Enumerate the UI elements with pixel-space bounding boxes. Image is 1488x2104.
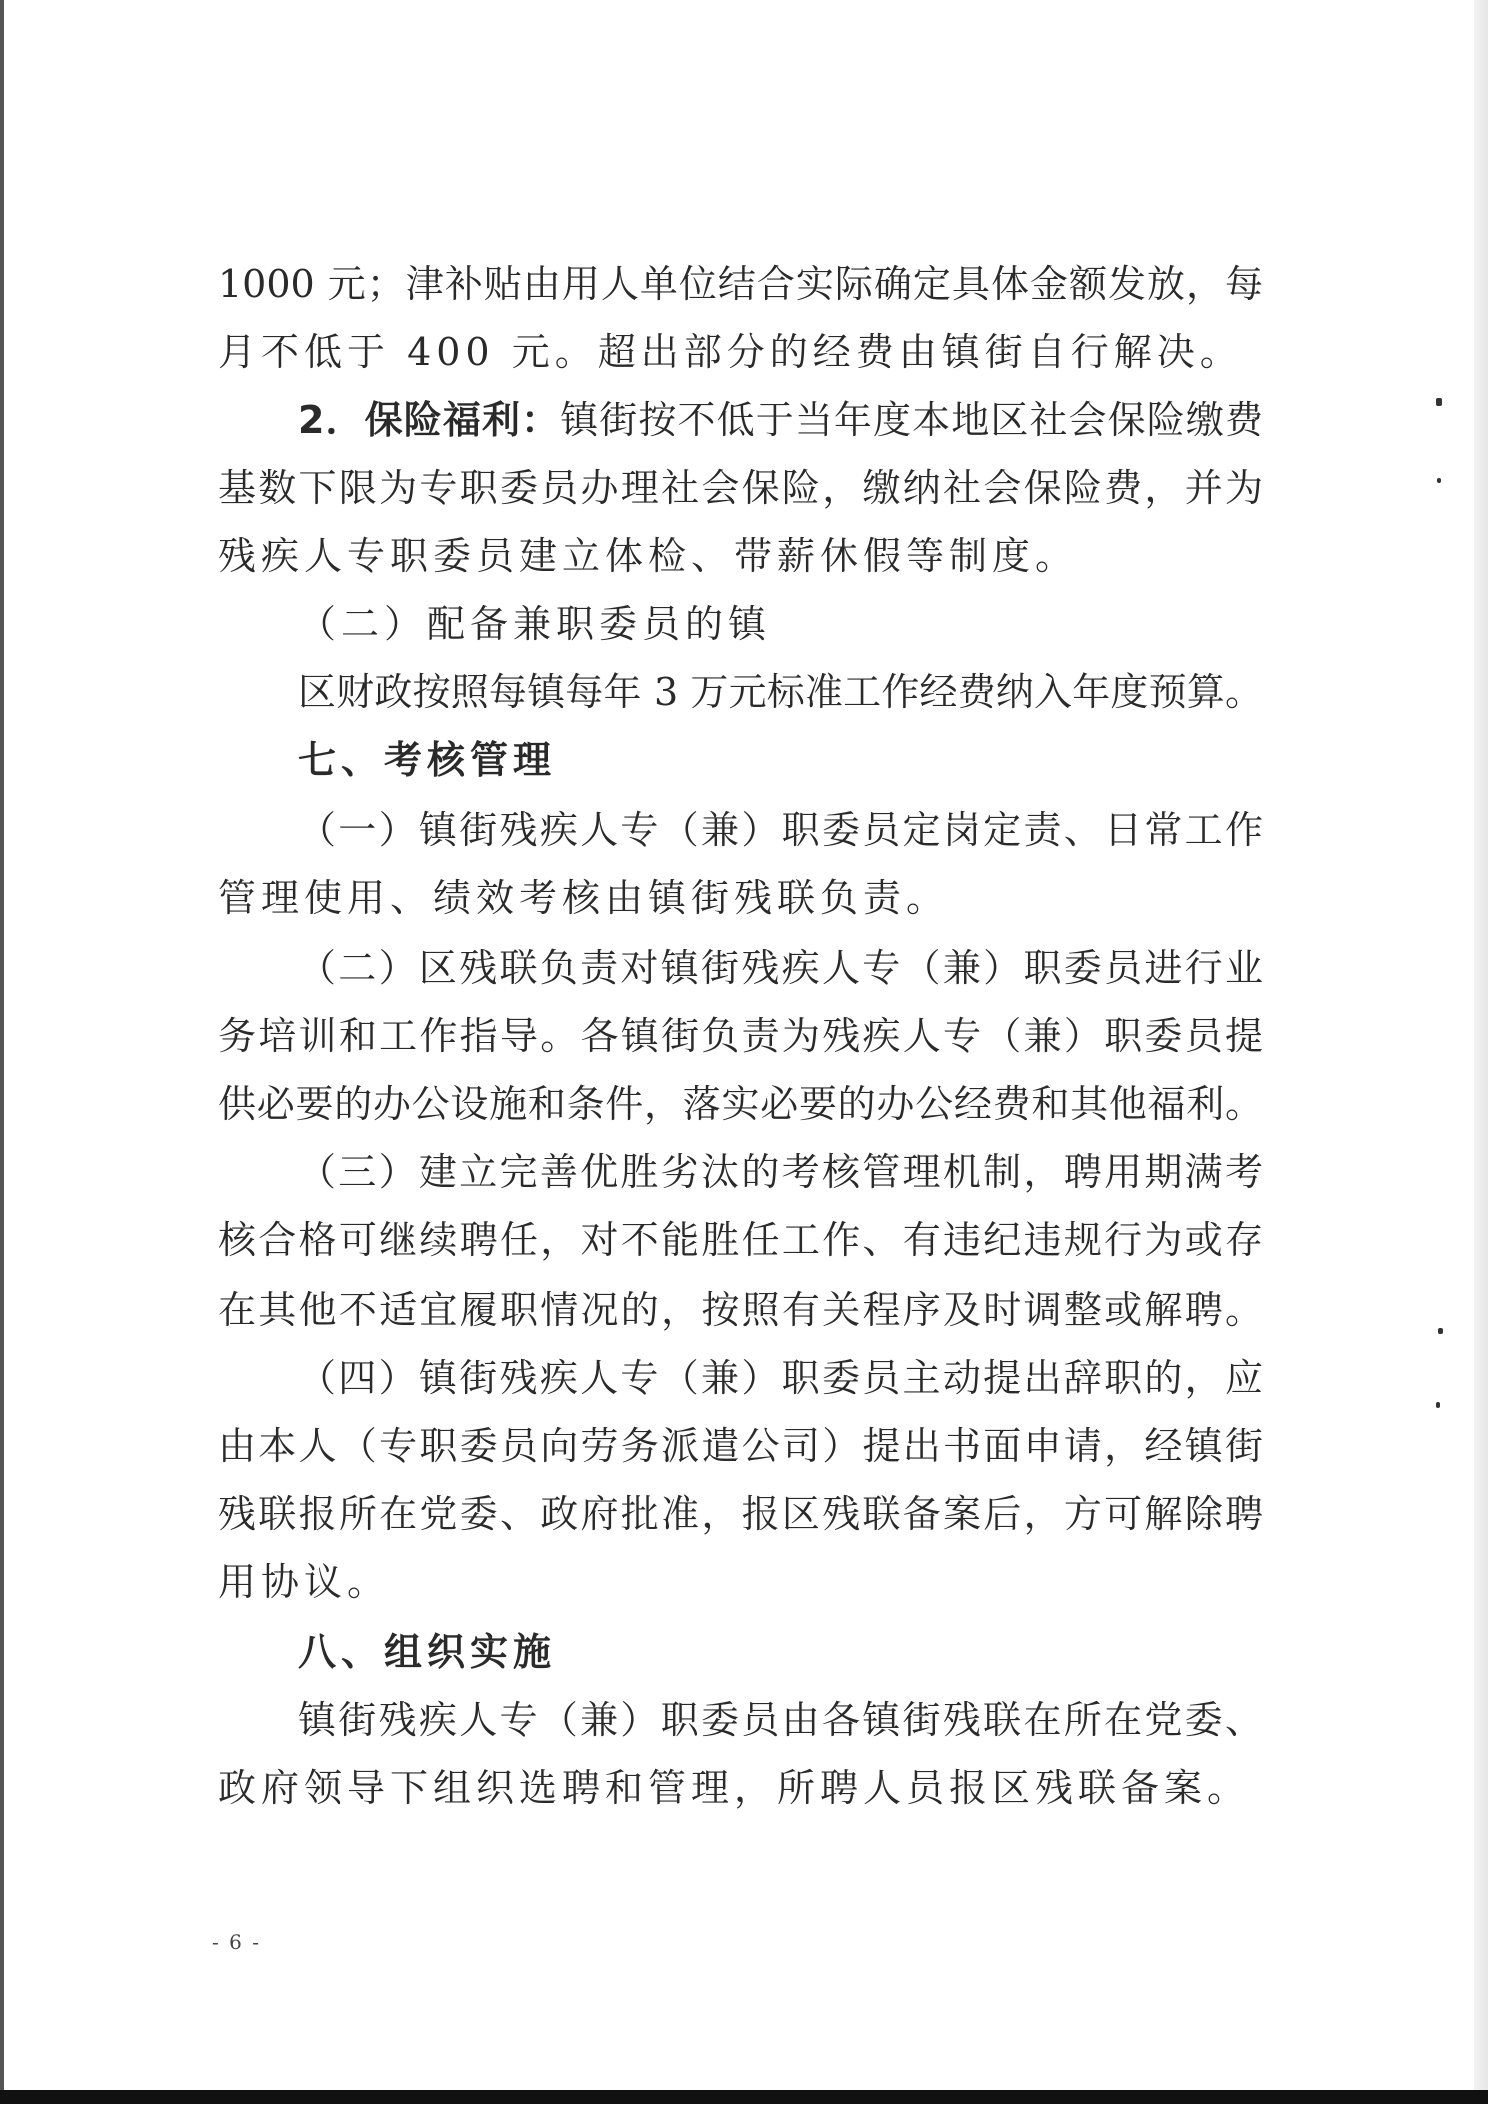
paragraph-line: （一）镇街残疾人专（兼）职委员定岗定责、日常工作 xyxy=(298,808,1263,852)
paragraph-line: 残疾人专职委员建立体检、带薪休假等制度。 xyxy=(218,534,1079,578)
paragraph-line: （二）区残联负责对镇街残疾人专（兼）职委员进行业 xyxy=(298,946,1263,990)
paragraph-line: 基数下限为专职委员办理社会保险，缴纳社会保险费，并为 xyxy=(218,466,1263,510)
scan-edge-right xyxy=(1474,0,1488,2104)
paragraph-line: 月不低于 400 元。超出部分的经费由镇街自行解决。 xyxy=(218,330,1243,374)
paragraph-line: 供必要的办公设施和条件，落实必要的办公经费和其他福利。 xyxy=(218,1082,1263,1126)
paragraph-line: 1000 元；津补贴由用人单位结合实际确定具体金额发放，每 xyxy=(218,262,1263,306)
paragraph-line: 区财政按照每镇每年 3 万元标准工作经费纳入年度预算。 xyxy=(298,670,1263,714)
paragraph-line: 在其他不适宜履职情况的，按照有关程序及时调整或解聘。 xyxy=(218,1288,1263,1332)
paragraph-line: （三）建立完善优胜劣汰的考核管理机制，聘用期满考 xyxy=(298,1150,1263,1194)
paragraph-line: 核合格可继续聘任，对不能胜任工作、有违纪违规行为或存 xyxy=(218,1218,1263,1262)
paragraph-line: 由本人（专职委员向劳务派遣公司）提出书面申请，经镇街 xyxy=(218,1424,1263,1468)
paragraph-line: 残联报所在党委、政府批准，报区残联备案后，方可解除聘 xyxy=(218,1492,1263,1536)
scan-band-bottom xyxy=(0,2090,1488,2104)
scan-speck xyxy=(1436,398,1442,406)
paragraph-line: （四）镇街残疾人专（兼）职委员主动提出辞职的，应 xyxy=(298,1356,1263,1400)
paragraph-line: 务培训和工作指导。各镇街负责为残疾人专（兼）职委员提 xyxy=(218,1014,1263,1058)
paragraph-line: 镇街残疾人专（兼）职委员由各镇街残联在所在党委、 xyxy=(298,1698,1263,1742)
scan-speck xyxy=(1438,1328,1443,1334)
paragraph-line: 政府领导下组织选聘和管理，所聘人员报区残联备案。 xyxy=(218,1766,1251,1810)
paragraph-text: 镇街按不低于当年度本地区社会保险缴费 xyxy=(560,398,1263,442)
paragraph-line xyxy=(218,398,1263,442)
paragraph-line: 管理使用、绩效考核由镇街残联负责。 xyxy=(218,876,950,920)
section-heading: 七、考核管理 xyxy=(298,738,557,782)
scan-edge-left xyxy=(0,0,4,2104)
page-number: - 6 - xyxy=(212,1930,261,1954)
section-heading: 八、组织实施 xyxy=(298,1630,557,1674)
subsection-heading: （二）配备兼职委员的镇 xyxy=(298,602,772,646)
subsection-lead: 2．保险福利： xyxy=(298,398,561,442)
paragraph-line: 用协议。 xyxy=(218,1560,391,1604)
scan-speck xyxy=(1437,478,1441,483)
scan-speck xyxy=(1436,1402,1440,1408)
